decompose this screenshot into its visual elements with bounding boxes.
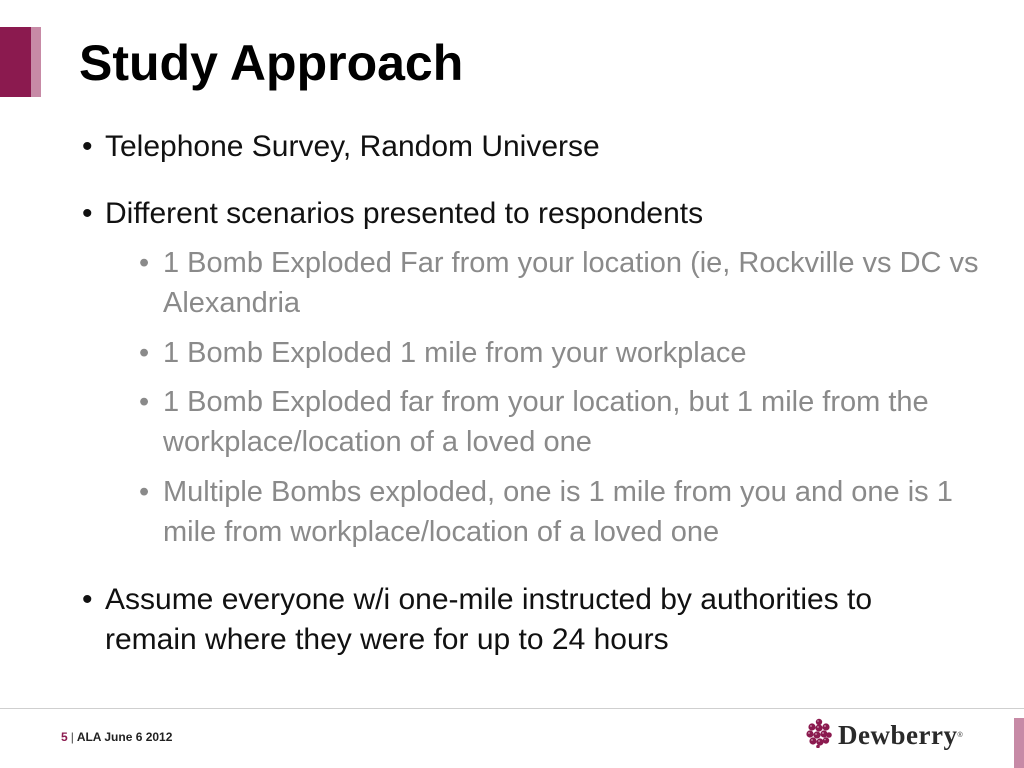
sub-bullet-4 [139,472,989,552]
sub-bullet-marker: • [139,337,150,369]
bullet-3 [82,580,962,660]
bullet-marker: • [82,583,93,616]
bullet-text: Different scenarios presented to respondents [105,197,704,230]
page-number: 5 [61,730,68,744]
dewberry-logo [806,718,963,752]
bullet-2 [82,194,962,234]
sub-bullet-text: 1 Bomb Exploded far from your location, but 1 mile from the workplace/location of a loved one [163,386,929,458]
sub-bullet-text: Multiple Bombs exploded, one is 1 mile from you and one is 1 mile from workplace/location of a loved one [163,476,953,548]
logo-trademark: ® [957,731,963,739]
title-accent-bar-light [31,27,41,97]
title-accent-bar [0,27,31,97]
logo-wordmark: Dewberry [838,719,958,750]
sub-bullet-marker: • [139,247,150,279]
berry-logo-icon [806,718,832,753]
slide-title: Study Approach [79,35,464,91]
sub-bullet-marker: • [139,476,150,508]
bullet-marker: • [82,130,93,163]
sub-bullet-3 [139,382,989,462]
footer-divider [0,708,1024,709]
footer-label [61,730,172,744]
footer-date-label: ALA June 6 2012 [76,730,173,744]
bullet-text: Assume everyone w/i one-mile instructed by authorities to remain where they were for up to 24 hours [105,583,873,656]
bullet-text: Telephone Survey, Random Universe [105,130,600,163]
sub-bullet-marker: • [139,386,150,418]
sub-bullet-2 [139,333,989,373]
sub-bullet-1 [139,243,989,323]
sub-bullet-text: 1 Bomb Exploded 1 mile from your workplace [163,337,747,369]
footer-separator: | [70,730,74,744]
sub-bullet-text: 1 Bomb Exploded Far from your location (ie, Rockville vs DC vs Alexandria [163,247,979,319]
bullet-1 [82,127,962,167]
bullet-marker: • [82,197,93,230]
footer-accent-bar [1014,718,1024,768]
